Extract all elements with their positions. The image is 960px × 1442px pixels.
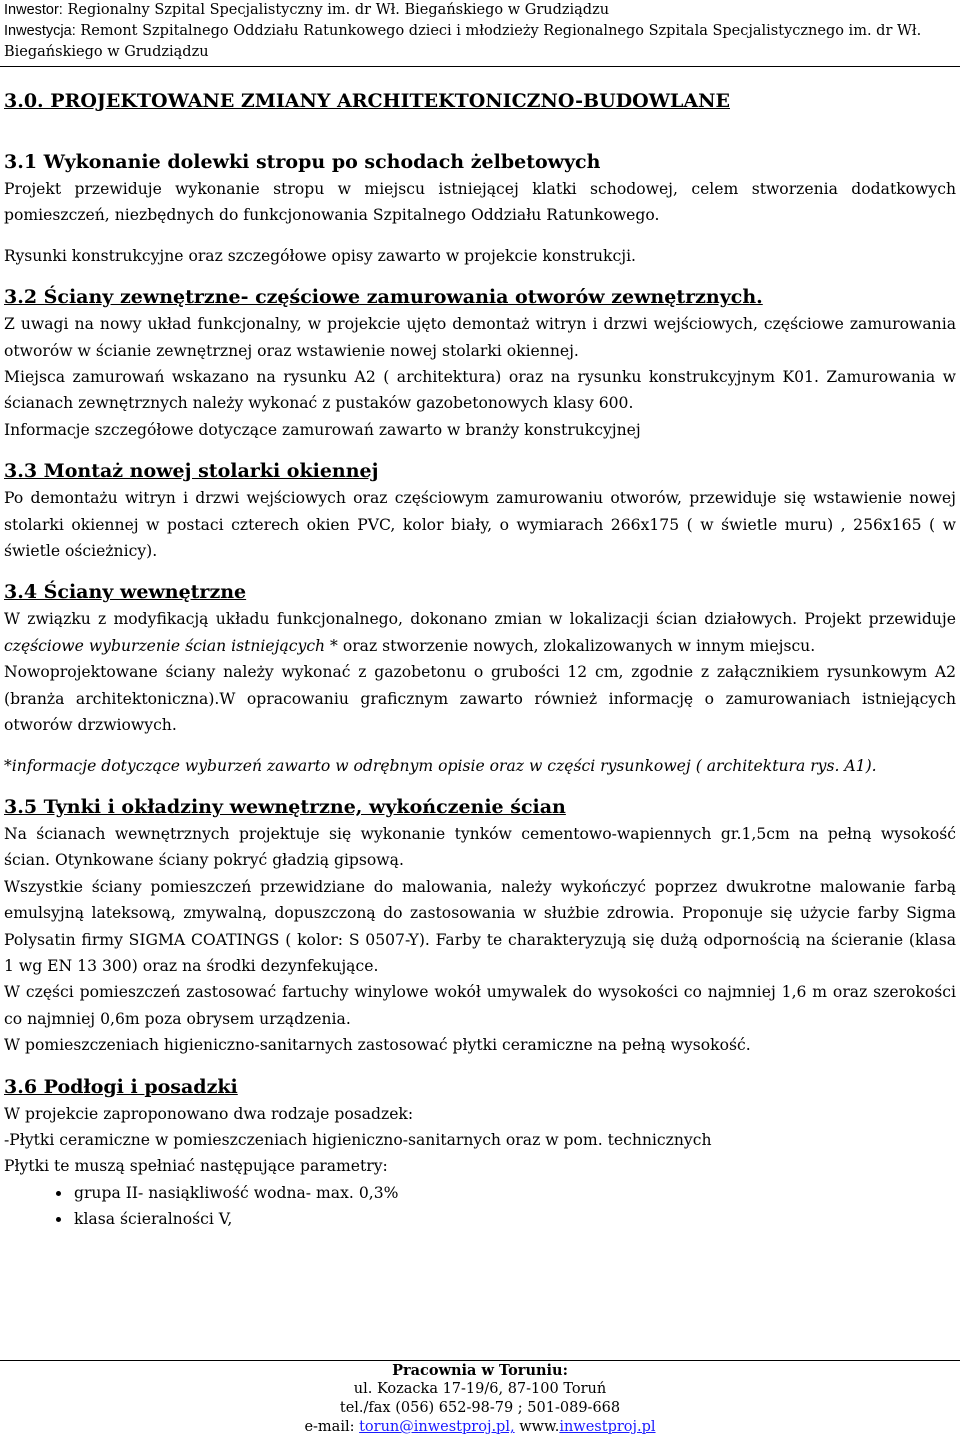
header-divider <box>0 66 960 67</box>
section-3-2-heading: 3.2 Ściany zewnętrzne- częściowe zamurowania otworów zewnętrznych. <box>4 286 763 309</box>
investment-value: Remont Szpitalnego Oddziału Ratunkowego dzieci i młodzieży Regionalnego Szpitala Specjalistycznego im. dr Wł. Biegańskiego w Grudziądzu <box>4 23 922 60</box>
footer-phone: tel./fax (056) 652-98-79 ; 501-089-668 <box>339 1400 621 1416</box>
investor-label: Inwestor: <box>4 2 63 18</box>
email-link[interactable]: torun@inwestproj.pl, <box>359 1419 515 1435</box>
list-item: • grupa II- nasiąkliwość wodna- max. 0,3% <box>72 1180 956 1206</box>
section-3-4-heading: 3.4 Ściany wewnętrzne <box>4 581 247 604</box>
section-3-6-heading: 3.6 Podłogi i posadzki <box>4 1075 238 1098</box>
website-link[interactable]: inwestproj.pl <box>559 1419 656 1435</box>
parameters-list <box>4 1180 956 1233</box>
section-3-2-paragraph-1: Z uwagi na nowy układ funkcjonalny, w projekcie ujęto demontaż witryn i drzwi wejściowych, częściowe zamurowania otworów w ścianie zewnętrznej oraz wstawienie nowej stolarki okiennej. <box>4 315 956 360</box>
section-3-6-paragraph-1: W projekcie zaproponowano dwa rodzaje posadzek: <box>4 1104 414 1123</box>
page-footer <box>0 1361 960 1437</box>
section-3-5-paragraph-1: Na ścianach wewnętrznych projektuje się wykonanie tynków cementowo-wapiennych gr.1,5cm na pełną wysokość ścian. Otynkowane ściany pokryć gładzią gipsową. <box>4 824 956 870</box>
page-header <box>4 0 956 63</box>
footer-title: Pracownia w Toruniu: <box>392 1362 568 1379</box>
section-3-1-heading: 3.1 Wykonanie dolewki stropu po schodach żelbetowych <box>4 151 601 173</box>
section-3-6-paragraph-2: -Płytki ceramiczne w pomieszczeniach higieniczno-sanitarnych oraz w pom. technicznych <box>4 1130 712 1149</box>
investor-value: Regionalny Szpital Specjalistyczny im. dr Wł. Biegańskiego w Grudziądzu <box>67 2 610 18</box>
section-3-5-paragraph-4: W pomieszczeniach higieniczno-sanitarnych zastosować płytki ceramiczne na pełną wysokość. <box>4 1036 751 1055</box>
section-3-4-footnote: *informacje dotyczące wyburzeń zawarto w odrębnym opisie oraz w części rysunkowej ( architektura rys. A1). <box>4 756 877 775</box>
investment-line <box>4 21 956 63</box>
chapter-title: 3.0. PROJEKTOWANE ZMIANY ARCHITEKTONICZNO-BUDOWLANE <box>4 90 730 112</box>
section-3-4-paragraph-2: Nowoprojektowane ściany należy wykonać z gazobetonu o grubości 12 cm, zgodnie z załącznikiem rysunkowym A2 (branża architektoniczna).W opracowaniu graficznym zawarto również informację o zamurowaniach istniejących otworów drzwiowych. <box>4 663 956 735</box>
section-3-1-paragraph-1: Projekt przewiduje wykonanie stropu w miejscu istniejącej klatki schodowej, celem stworzenia dodatkowych pomieszczeń, niezbędnych do funkcjonowania Szpitalnego Oddziału Ratunkowego. <box>4 180 956 225</box>
section-3-5-paragraph-2: Wszystkie ściany pomieszczeń przewidziane do malowania, należy wykończyć poprzez dwukrotne malowanie farbą emulsyjną lateksową, zmywalną, dopuszczoną do zastosowania w służbie zdrowia. Proponuje się użycie farby Sigma Polysatin firmy SIGMA COATINGS ( kolor: S 0507-Y). Farby te charakteryzują się dużą odpornością na ścieranie (klasa 1 wg EN 13 300) oraz na środki dezynfekujące. <box>4 877 956 975</box>
demolition-emphasis: częściowe wyburzenie ścian istniejących * <box>4 636 338 655</box>
footer-contact: e-mail: torun@inwestproj.pl, www.inwestproj.pl <box>304 1419 656 1435</box>
section-3-4-paragraph-1: W związku z modyfikacją układu funkcjonalnego, dokonano zmian w lokalizacji ścian działowych. Projekt przewiduje częściowe wyburzenie ścian istniejących * oraz stworzenie nowych, zlokalizowanych w innym miejscu. <box>4 610 956 655</box>
section-3-3-heading: 3.3 Montaż nowej stolarki okiennej <box>4 460 379 483</box>
section-3-2-paragraph-2: Miejsca zamurowań wskazano na rysunku A2 ( architektura) oraz na rysunku konstrukcyjnym K01. Zamurowania w ścianach zewnętrznych należy wykonać z pustaków gazobetonowych klasy 600. <box>4 368 956 413</box>
section-3-2-paragraph-3: Informacje szczegółowe dotyczące zamurowań zawarto w branży konstrukcyjnej <box>4 420 641 439</box>
investor-line <box>4 0 956 21</box>
section-3-5-heading: 3.5 Tynki i okładziny wewnętrzne, wykończenie ścian <box>4 795 566 818</box>
section-3-5-paragraph-3: W części pomieszczeń zastosować fartuchy winylowe wokół umywalek do wysokości co najmniej 1,6 m oraz szerokości co najmniej 0,6m poza obrysem urządzenia. <box>4 983 956 1028</box>
document-body <box>4 84 956 1233</box>
section-3-1-paragraph-2: Rysunki konstrukcyjne oraz szczegółowe opisy zawarto w projekcie konstrukcji. <box>4 246 637 265</box>
section-3-6-paragraph-3: Płytki te muszą spełniać następujące parametry: <box>4 1157 388 1176</box>
footer-address: ul. Kozacka 17-19/6, 87-100 Toruń <box>353 1381 607 1397</box>
section-3-3-paragraph-1: Po demontażu witryn i drzwi wejściowych oraz częściowym zamurowaniu otworów, przewiduje się wstawienie nowej stolarki okiennej w postaci czterech okien PVC, kolor biały, o wymiarach 266x175 ( w świetle muru) , 256x165 ( w świetle ościeżnicy). <box>4 489 956 561</box>
investment-label: Inwestycja: <box>4 23 76 39</box>
list-item: • klasa ścieralności V, <box>72 1206 956 1232</box>
